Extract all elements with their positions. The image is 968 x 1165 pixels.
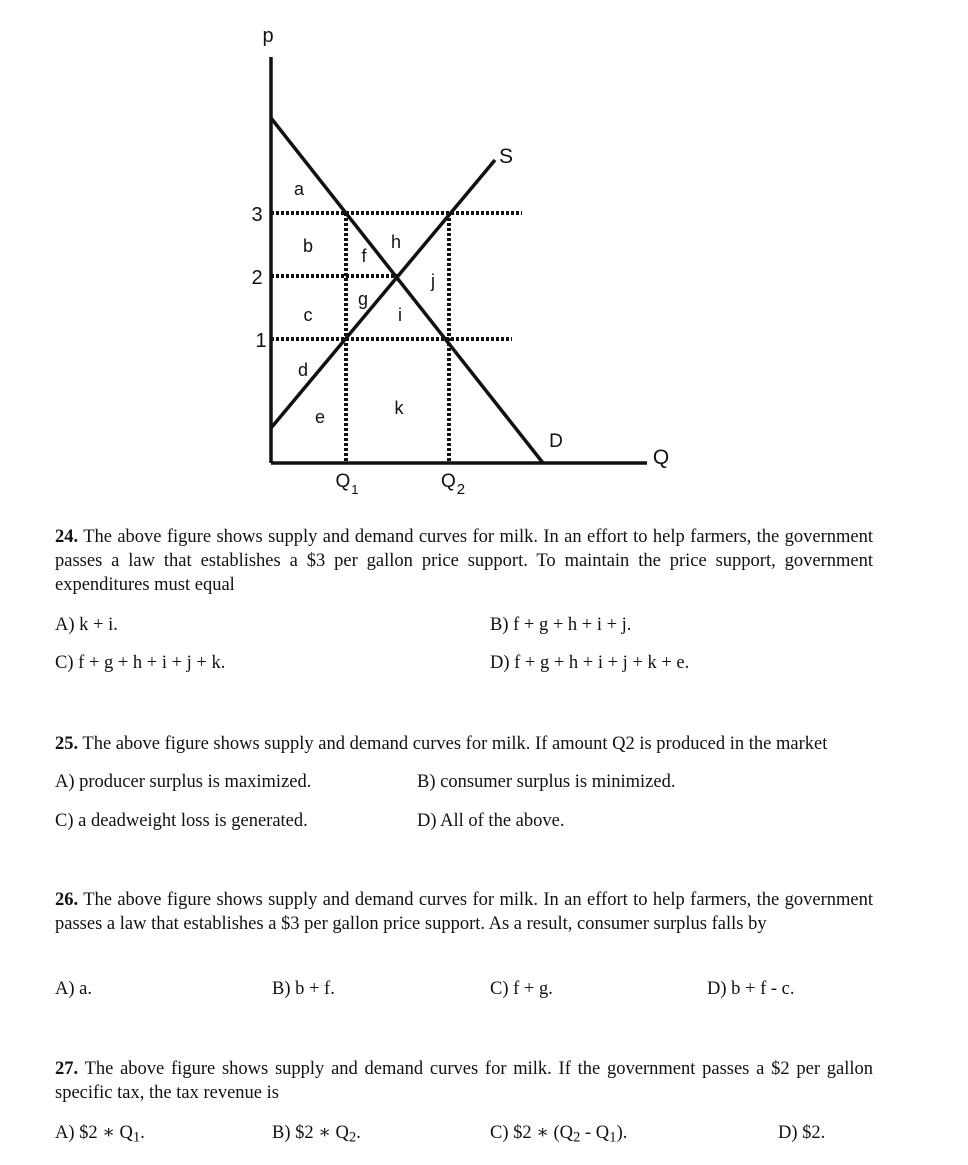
supply-curve: [271, 160, 495, 428]
region-h: h: [390, 232, 402, 252]
q1-tick: $Q_1$: [335, 471, 359, 497]
region-b: b: [302, 236, 314, 256]
price-tick-1: 1: [255, 330, 267, 352]
demand-label: D: [549, 431, 563, 452]
demand-curve: [271, 118, 543, 463]
question-text: The above figure shows supply and demand curves for milk. In an effort to help farmers, the government passes a law that establishes a $3 per gallon price support. To maintain the price support, government expenditures must equal: [55, 527, 874, 595]
question-text: The above figure shows supply and demand curves for milk. If amount Q2 is produced in the market: [82, 734, 828, 754]
region-d: d: [297, 360, 309, 380]
question-number: 26.: [55, 890, 79, 910]
region-f: f: [361, 246, 367, 266]
question-27: [55, 1057, 873, 1105]
q26-option-d[interactable]: D) b + f - c.: [707, 979, 795, 999]
q26-option-b[interactable]: B) b + f.: [272, 979, 335, 999]
price-axis-label: p: [262, 25, 274, 47]
q27-option-c[interactable]: C) $2 ∗ $(Q_2 - Q_1)$.: [490, 1123, 628, 1146]
price-tick-3: 3: [251, 204, 263, 226]
q25-option-a[interactable]: A) producer surplus is maximized.: [55, 772, 312, 792]
q24-option-b[interactable]: B) f + g + h + i + j.: [490, 615, 632, 635]
q25-option-c[interactable]: C) a deadweight loss is generated.: [55, 811, 308, 831]
question-24: [55, 525, 873, 597]
price-tick-2: 2: [251, 267, 263, 289]
question-number: 27.: [55, 1059, 79, 1079]
question-25: [55, 732, 873, 756]
q24-option-a[interactable]: A) k + i.: [55, 615, 118, 635]
q27-option-d[interactable]: D) $2.: [778, 1123, 826, 1143]
q26-option-c[interactable]: C) f + g.: [490, 979, 553, 999]
q26-option-a[interactable]: A) a.: [55, 979, 92, 999]
region-g: g: [357, 289, 369, 309]
q25-option-d[interactable]: D) All of the above.: [417, 811, 565, 831]
question-text: The above figure shows supply and demand curves for milk. In an effort to help farmers, the government passes a law that establishes a $3 per gallon price support. As a result, consumer surplus falls by: [55, 890, 874, 934]
region-e: e: [314, 407, 326, 427]
question-26: [55, 888, 873, 936]
region-i: i: [398, 305, 402, 325]
q24-option-d[interactable]: D) f + g + h + i + j + k + e.: [490, 653, 690, 673]
supply-label: S: [498, 145, 514, 168]
question-number: 24.: [55, 527, 79, 547]
quantity-axis-label: Q: [652, 446, 670, 469]
question-text: The above figure shows supply and demand curves for milk. If the government passes a $2 per gallon specific tax, the tax revenue is: [55, 1059, 873, 1103]
region-a: a: [293, 179, 305, 199]
q2-tick: $Q_2$: [440, 471, 466, 498]
supply-demand-figure: [0, 0, 968, 510]
q27-option-a[interactable]: A) $2 ∗ $Q_1$.: [55, 1123, 145, 1146]
q24-option-c[interactable]: C) f + g + h + i + j + k.: [55, 653, 226, 673]
region-k: k: [394, 398, 404, 418]
q27-option-b[interactable]: B) $2 ∗ $Q_2$.: [272, 1123, 361, 1146]
question-number: 25.: [55, 734, 79, 754]
region-j: j: [431, 271, 435, 291]
region-c: c: [303, 305, 313, 325]
q25-option-b[interactable]: B) consumer surplus is minimized.: [417, 772, 676, 792]
